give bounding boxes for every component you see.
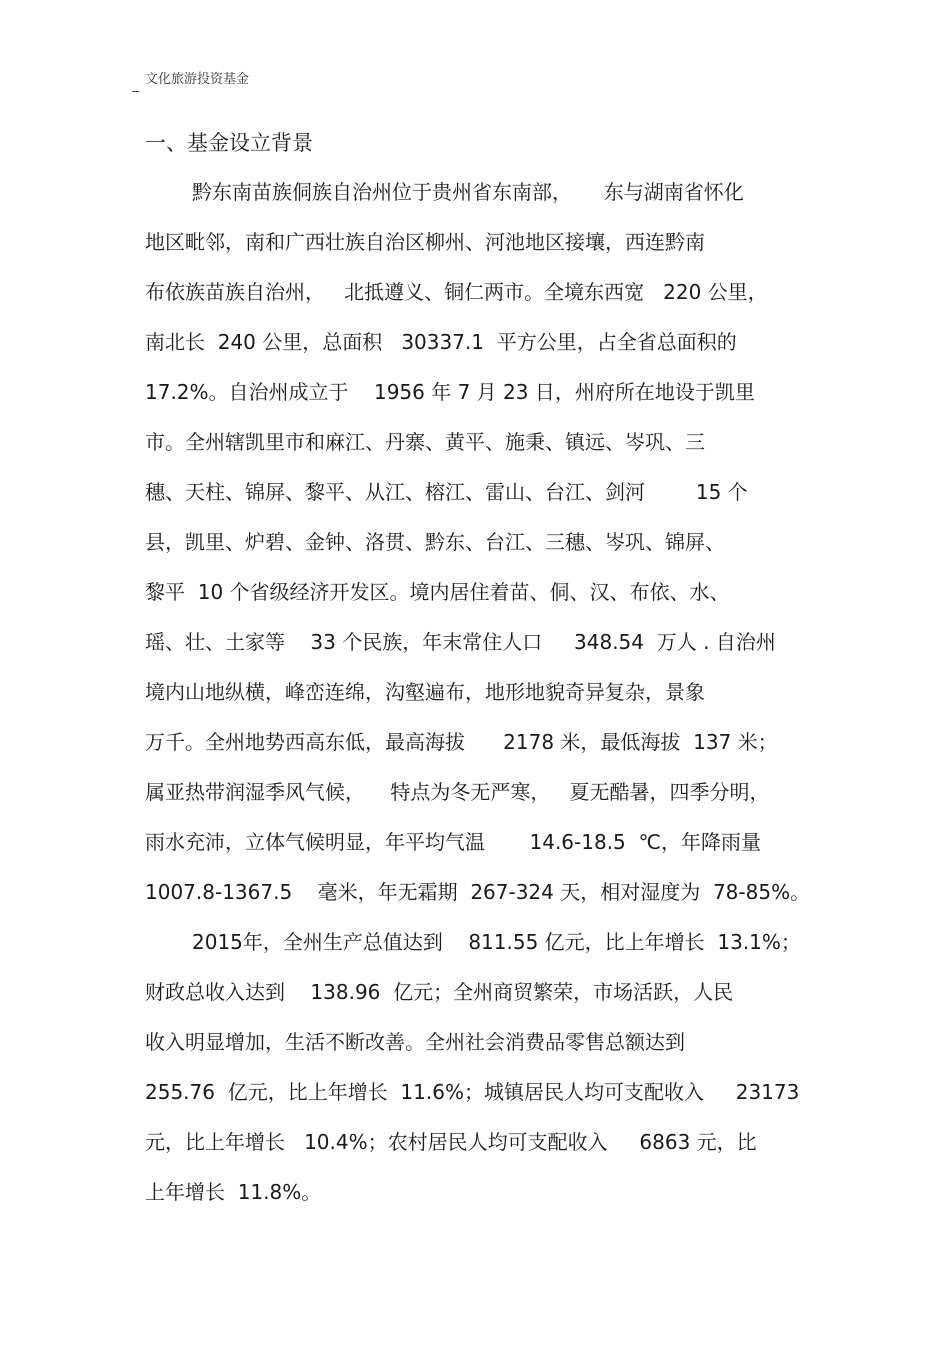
document-header-title: 文化旅游投资基金 bbox=[145, 72, 250, 87]
paragraph-1-line: 17.2%。自治州成立于 1956 年 7 月 23 日，州府所在地设于凯里 bbox=[145, 380, 755, 404]
paragraph-1-line: 瑶、壮、土家等 33 个民族，年末常住人口 348.54 万人 . 自治州 bbox=[145, 630, 776, 654]
paragraph-1-line: 县，凯里、炉碧、金钟、洛贯、黔东、台江、三穗、岑巩、锦屏、 bbox=[145, 530, 725, 554]
paragraph-1-line: 1007.8-1367.5 毫米，年无霜期 267-324 天，相对湿度为 78-85%。 bbox=[145, 880, 811, 904]
paragraph-1-line: 雨水充沛，立体气候明显，年平均气温 14.6-18.5 ℃，年降雨量 bbox=[145, 830, 761, 854]
paragraph-1-line: 属亚热带润湿季风气候， 特点为冬无严寒， 夏无酷暑，四季分明， bbox=[145, 780, 770, 804]
paragraph-1-line: 市。全州辖凯里市和麻江、丹寨、黄平、施秉、镇远、岑巩、三 bbox=[145, 430, 705, 454]
section-heading: 一、基金设立背景 bbox=[145, 131, 313, 155]
paragraph-2-line: 255.76 亿元，比上年增长 11.6%；城镇居民人均可支配收入 23173 bbox=[145, 1080, 800, 1104]
paragraph-1-line: 布依族苗族自治州， 北抵遵义、铜仁两市。全境东西宽 220 公里， bbox=[145, 280, 768, 304]
paragraph-2-line: 2015年，全州生产总值达到 811.55 亿元，比上年增长 13.1%； bbox=[192, 930, 801, 954]
paragraph-2-line: 元，比上年增长 10.4%；农村居民人均可支配收入 6863 元，比 bbox=[145, 1130, 757, 1154]
paragraph-1-line: 万千。全州地势西高东低，最高海拔 2178 米，最低海拔 137 米； bbox=[145, 730, 778, 754]
paragraph-1-line: 黎平 10 个省级经济开发区。境内居住着苗、侗、汉、布依、水、 bbox=[145, 580, 730, 604]
paragraph-1-line: 黔东南苗族侗族自治州位于贵州省东南部， 东与湖南省怀化 bbox=[192, 180, 744, 204]
paragraph-2-line: 收入明显增加，生活不断改善。全州社会消费品零售总额达到 bbox=[145, 1030, 685, 1054]
paragraph-1-line: 境内山地纵横，峰峦连绵，沟壑遍布，地形地貌奇异复杂，景象 bbox=[145, 680, 705, 704]
paragraph-1-line: 穗、天柱、锦屏、黎平、从江、榕江、雷山、台江、剑河 15 个 bbox=[145, 480, 748, 504]
paragraph-2-line: 上年增长 11.8%。 bbox=[145, 1180, 322, 1204]
paragraph-2-line: 财政总收入达到 138.96 亿元；全州商贸繁荣，市场活跃，人民 bbox=[145, 980, 734, 1004]
header-dash-mark: -- bbox=[132, 84, 139, 98]
paragraph-1-line: 南北长 240 公里，总面积 30337.1 平方公里，占全省总面积的 bbox=[145, 330, 737, 354]
paragraph-1-line: 地区毗邻，南和广西壮族自治区柳州、河池地区接壤，西连黔南 bbox=[145, 230, 705, 254]
